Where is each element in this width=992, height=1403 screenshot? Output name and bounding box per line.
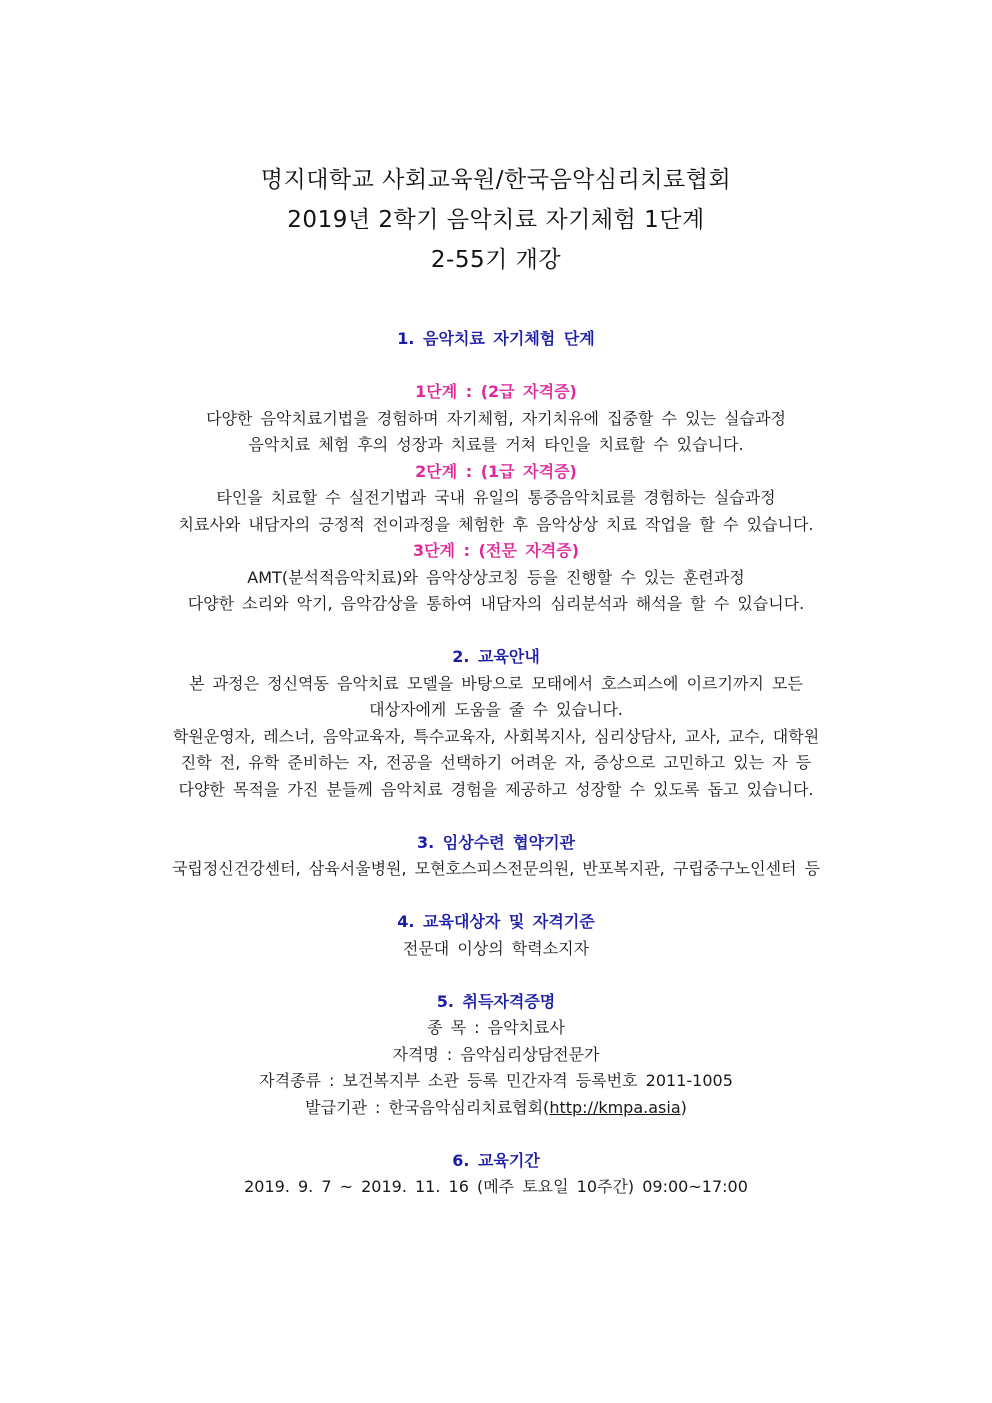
section-3-line: 국립정신건강센터, 삼육서울병원, 모현호스피스전문의원, 반포복지관, 구립중구노인센터 등 — [171, 859, 821, 878]
spacer — [0, 353, 992, 380]
header-course: 2019년 2학기 음악치료 자기체험 1단계 — [287, 207, 705, 233]
certificate-name: 자격명 : 음악심리상담전문가 — [392, 1044, 600, 1064]
section-5-title: 5. 취득자격증명 — [436, 991, 556, 1011]
spacer — [0, 1121, 992, 1148]
stage-2-title: 2단계 : (1급 자격증) — [415, 461, 577, 481]
section-3-title: 3. 임상수련 협약기관 — [417, 832, 575, 852]
stage-3-title: 3단계 : (전문 자격증) — [412, 541, 580, 560]
stage-1-title: 1단계 : (2급 자격증) — [415, 382, 577, 401]
issuer-suffix: ) — [680, 1097, 687, 1117]
section-6-title: 6. 교육기간 — [452, 1150, 540, 1170]
section-2-line: 학원운영자, 레스너, 음악교육자, 특수교육자, 사회복지사, 심리상담사, 교사, 교수, 대학원 — [172, 726, 820, 746]
section-2-line: 대상자에게 도움을 줄 수 있습니다. — [369, 700, 623, 719]
section-2-line: 본 과정은 정신역동 음악치료 모델을 바탕으로 모태에서 호스피스에 이르기까지 모든 — [189, 673, 803, 693]
spacer — [0, 803, 992, 830]
stage-1-line: 다양한 음악치료기법을 경험하며 자기체험, 자기치유에 집중할 수 있는 실습과정 — [206, 408, 786, 428]
stage-3-line: 다양한 소리와 악기, 음악감상을 통하여 내담자의 심리분석과 해석을 할 수 있습니다. — [187, 594, 805, 613]
spacer — [0, 962, 992, 989]
section-1-title: 1. 음악치료 자기체험 단계 — [397, 329, 595, 348]
section-2-title: 2. 교육안내 — [452, 647, 540, 666]
certificate-type: 자격종류 : 보건복지부 소관 등록 민간자격 등록번호 2011-1005 — [259, 1071, 733, 1090]
document-header — [0, 160, 992, 280]
section-4-line: 전문대 이상의 학력소지자 — [402, 938, 590, 958]
stage-1-line: 음악치료 체험 후의 성장과 치료를 거쳐 타인을 치료할 수 있습니다. — [248, 435, 744, 454]
certificate-category: 종 목 : 음악치료사 — [427, 1018, 565, 1037]
spacer — [0, 883, 992, 910]
section-2-line: 진학 전, 유학 준비하는 자, 전공을 선택하기 어려운 자, 증상으로 고민하고 있는 자 등 — [180, 753, 812, 772]
section-4-title: 4. 교육대상자 및 자격기준 — [397, 912, 595, 931]
issuer-prefix: 발급기관 : 한국음악심리치료협회( — [305, 1097, 550, 1117]
spacer — [0, 618, 992, 645]
certificate-issuer — [0, 1095, 992, 1122]
header-cohort: 2-55기 개강 — [430, 247, 562, 273]
kmpa-website-link[interactable]: http://kmpa.asia — [549, 1097, 681, 1117]
section-2-line: 다양한 목적을 가진 분들께 음악치료 경험을 제공하고 성장할 수 있도록 돕고 있습니다. — [178, 779, 814, 799]
section-6-line: 2019. 9. 7 ~ 2019. 11. 16 (메주 토요일 10주간) 09:00~17:00 — [244, 1177, 748, 1196]
stage-3-line: AMT(분석적음악치료)와 음악상상코칭 등을 진행할 수 있는 훈련과정 — [247, 567, 745, 587]
stage-2-line: 타인을 치료할 수 실전기법과 국내 유일의 통증음악치료를 경험하는 실습과정 — [216, 488, 776, 507]
stage-2-line: 치료사와 내담자의 긍정적 전이과정을 체험한 후 음악상상 치료 작업을 할 수 있습니다. — [178, 514, 814, 534]
document-body — [0, 326, 992, 1201]
header-institution: 명지대학교 사회교육원/한국음악심리치료협회 — [260, 167, 732, 193]
